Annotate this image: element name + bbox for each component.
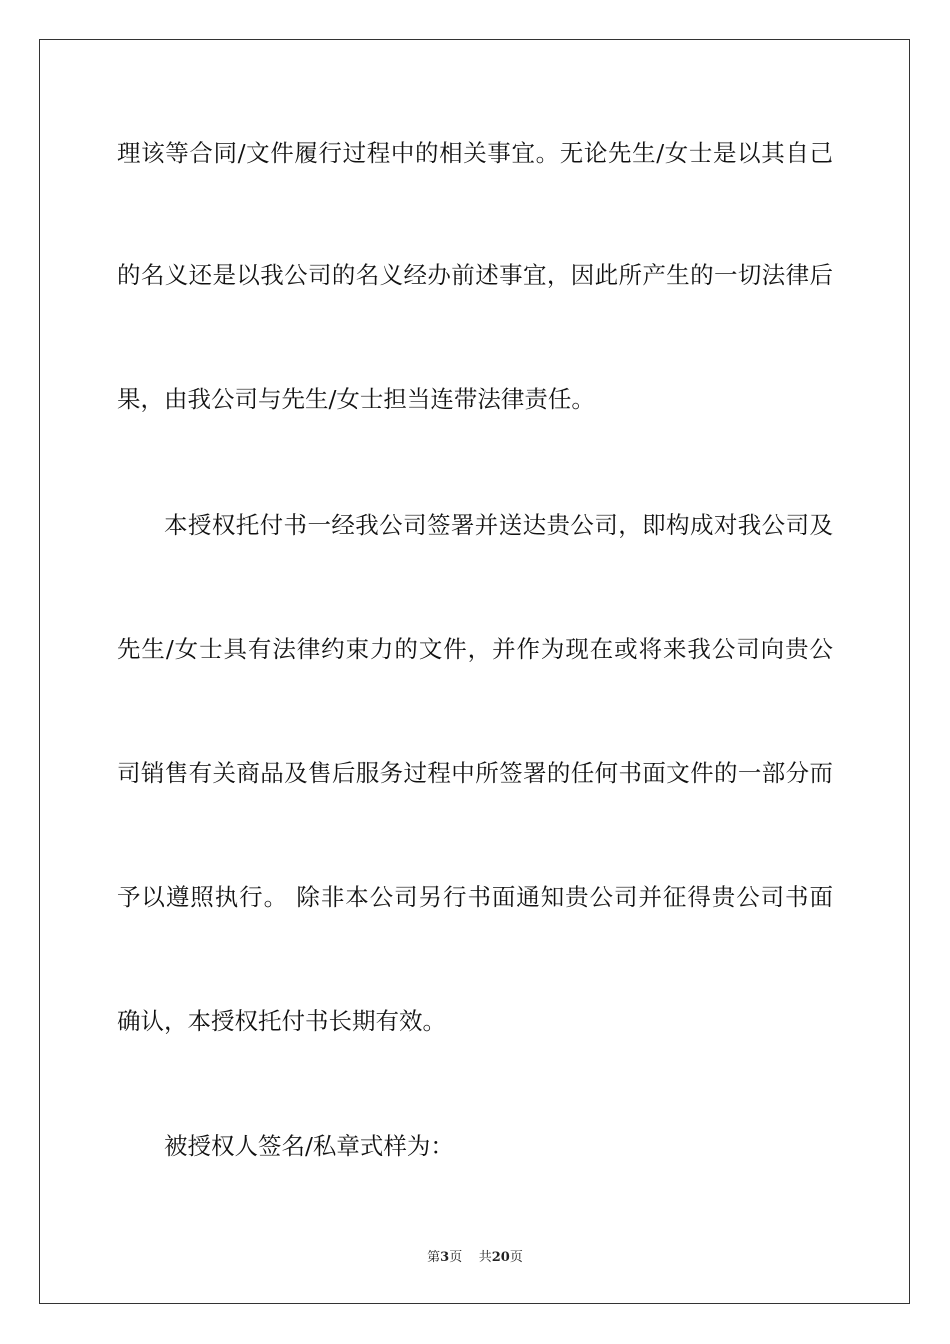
footer-page-prefix: 第 — [427, 1250, 441, 1265]
paragraph-line-5: 先生/女士具有法律约束力的文件，并作为现在或将来我公司向贵公 — [117, 635, 833, 663]
paragraph-line-2: 的名义还是以我公司的名义经办前述事宜，因此所产生的一切法律后 — [117, 261, 833, 289]
footer-current-page: 3 — [440, 1250, 450, 1265]
paragraph-line-3: 果，由我公司与先生/女士担当连带法律责任。 — [117, 385, 595, 413]
signature-prompt-line: 被授权人签名/私章式样为： — [164, 1132, 454, 1160]
paragraph-line-1: 理该等合同/文件履行过程中的相关事宜。无论先生/女士是以其自己 — [117, 139, 833, 167]
page-border — [39, 39, 910, 1304]
footer-total-prefix: 共 — [478, 1250, 492, 1265]
paragraph-line-6: 司销售有关商品及售后服务过程中所签署的任何书面文件的一部分而 — [117, 759, 833, 787]
footer-total-unit: 页 — [509, 1250, 523, 1265]
footer-page-unit: 页 — [449, 1250, 463, 1265]
paragraph-line-8: 确认，本授权托付书长期有效。 — [117, 1007, 446, 1035]
page-footer — [0, 1249, 950, 1267]
footer-total-pages: 20 — [491, 1250, 510, 1265]
paragraph-line-7: 予以遵照执行。 除非本公司另行书面通知贵公司并征得贵公司书面 — [117, 883, 833, 911]
paragraph-line-4: 本授权托付书一经我公司签署并送达贵公司，即构成对我公司及 — [164, 511, 833, 539]
